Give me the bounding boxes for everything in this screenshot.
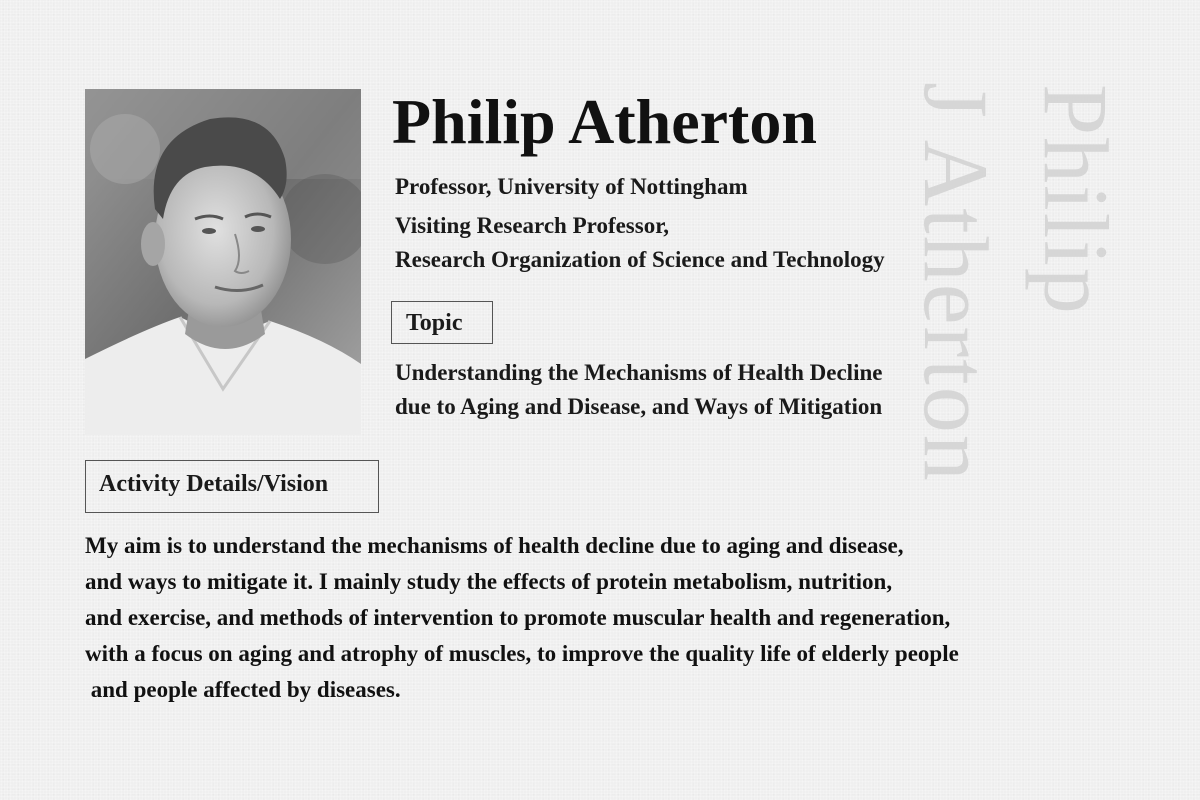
topic-line-1: Understanding the Mechanisms of Health Decline xyxy=(395,360,883,385)
activity-label: Activity Details/Vision xyxy=(85,460,379,513)
topic-text xyxy=(395,356,882,424)
vision-line-3: and exercise, and methods of intervention to promote muscular health and regeneration, xyxy=(85,605,951,630)
affiliation-secondary-line-2: Research Organization of Science and Technology xyxy=(395,247,885,272)
vision-line-5: and people affected by diseases. xyxy=(85,677,401,702)
vision-line-4: with a focus on aging and atrophy of muscles, to improve the quality life of elderly people xyxy=(85,641,959,666)
affiliation-secondary xyxy=(395,209,885,277)
watermark-first-name: Philip xyxy=(1025,84,1127,316)
topic-label: Topic xyxy=(391,301,493,344)
vision-line-2: and ways to mitigate it. I mainly study the effects of protein metabolism, nutrition, xyxy=(85,569,893,594)
affiliation-primary: Professor, University of Nottingham xyxy=(395,174,748,199)
watermark-last-name: J Atherton xyxy=(905,82,1007,483)
person-name: Philip Atherton xyxy=(392,86,817,157)
topic-line-2: due to Aging and Disease, and Ways of Mitigation xyxy=(395,394,883,419)
vision-line-1: My aim is to understand the mechanisms of health decline due to aging and disease, xyxy=(85,533,904,558)
affiliation-secondary-line-1: Visiting Research Professor, xyxy=(395,213,670,238)
profile-photo xyxy=(85,89,361,435)
vision-text xyxy=(85,528,959,708)
